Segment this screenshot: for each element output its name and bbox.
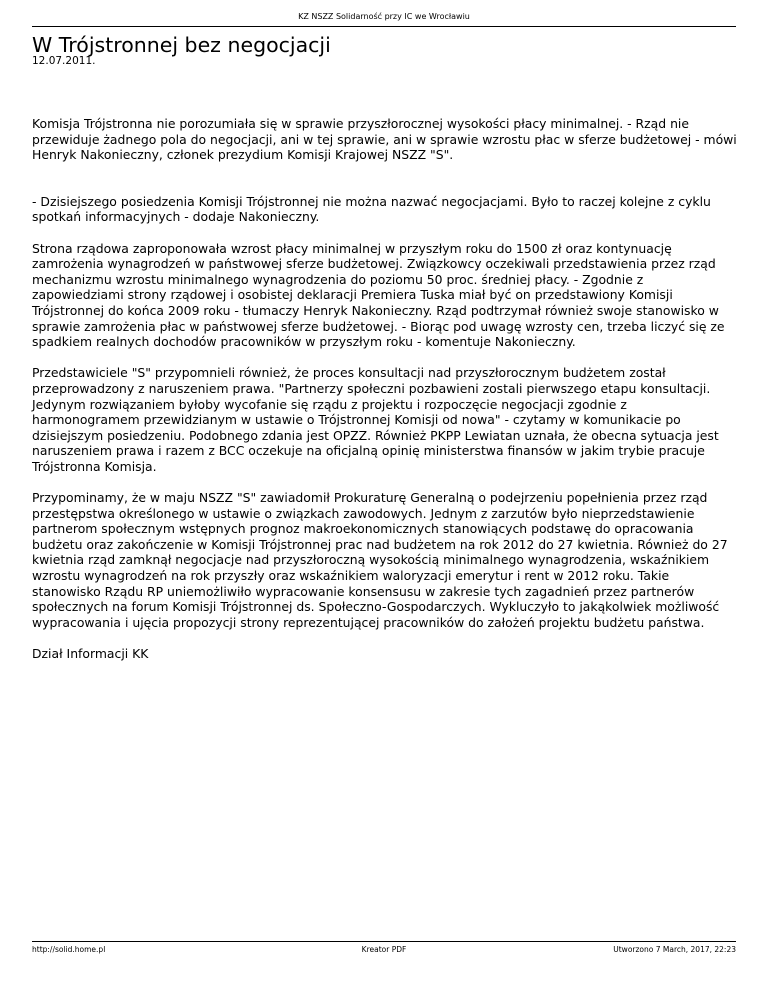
article-paragraph-consultation: Przedstawiciele "S" przypomnieli również, że proces konsultacji nad przyszłorocznym budżetem został przeprowadzony z naruszeniem prawa. "Partnerzy społeczni pozbawieni zostali pierwszego etapu konsultacji. Jedynym rozwiązaniem byłoby wycofanie się rządu z projektu i rozpoczęcie negocjacji zgodnie z harmonogramem przewidzianym w ustawie o Trójstronnej Komisji od nowa" - czytamy w komunikacie po dzisiejszym posiedzeniu. Podobnego zdania jest OPZZ. Również PKPP Lewiatan uznała, że obecna sytuacja jest naruszeniem prawa i razem z BCC oczekuje na oficjalną opinię ministerstwa finansów w jakim trybie pracuje Trójstronna Komisja.	[32, 365, 719, 474]
page-header	[32, 12, 736, 27]
footer-generator: Kreator PDF	[361, 945, 407, 954]
article-paragraph-lead: Komisja Trójstronna nie porozumiała się w sprawie przyszłorocznej wysokości płacy minimalnej. - Rząd nie przewiduje żadnego pola do negocjacji, ani w tej sprawie, ani w sprawie wzrostu płac w sferze budżetowej - mówi Henryk Nakonieczny, członek prezydium Komisji Krajowej NSZZ "S".	[32, 116, 737, 163]
article-signature: Dział Informacji KK	[32, 646, 149, 661]
article-paragraph-government-proposal: Strona rządowa zaproponowała wzrost płacy minimalnej w przyszłym roku do 1500 zł oraz kontynuację zamrożenia wynagrodzeń w państwowej sferze budżetowej. Związkowcy oczekiwali przedstawienia przez rząd mechanizmu wzrostu minimalnego wynagrodzenia do poziomu 50 proc. średniej płacy. - Zgodnie z zapowiedziami strony rządowej i osobistej deklaracji Premiera Tuska miał być on przedstawiony Komisji Trójstronnej do końca 2009 roku - tłumaczy Henryk Nakonieczny. Rząd podtrzymał również swoje stanowisko w sprawie zamrożenia płac w państwowej sferze budżetowej. - Biorąc pod uwagę wzrosty cen, trzeba liczyć się ze spadkiem realnych dochodów pracowników w przyszłym roku - komentuje Nakonieczny.	[32, 240, 725, 350]
header-source: KZ NSZZ Solidarność przy IC we Wrocławiu	[298, 12, 470, 21]
article-body	[32, 116, 738, 662]
article-paragraph-prosecutor: Przypominamy, że w maju NSZZ "S" zawiadomił Prokuraturę Generalną o podejrzeniu popełnienia przez rząd przestępstwa określonego w ustawie o związkach zawodowych. Jednym z zarzutów było nieprzedstawienie partnerom społecznym wstępnych prognoz makroekonomicznych stanowiących podstawę do opracowania budżetu oraz zakończenie w Komisji Trójstronnej prac nad budżetem na rok 2012 do 27 kwietnia. Również do 27 kwietnia rząd zamknął negocjacje nad przyszłoroczną wysokością minimalnego wynagrodzenia, wskaźnikiem wzrostu wynagrodzeń na rok przyszły oraz wskaźnikiem waloryzacji emerytur i rent w 2012 roku. Takie stanowisko Rządu RP uniemożliwiło wypracowanie konsensusu w zakresie tych zagadnień przez partnerów społecznych na forum Komisji Trójstronnej ds. Społeczno-Gospodarczych. Wykluczyło to jakąkolwiek możliwość wypracowania i ujęcia propozycji strony reprezentującej pracowników do założeń projektu budżetu państwa.	[32, 490, 728, 630]
footer-url: http://solid.home.pl	[32, 945, 106, 954]
article-paragraph-quote: - Dzisiejszego posiedzenia Komisji Trójstronnej nie można nazwać negocjacjami. Było to raczej kolejne z cyklu spotkań informacyjnych - dodaje Nakonieczny.	[32, 193, 711, 225]
footer-created: Utworzono 7 March, 2017, 22:23	[613, 945, 736, 954]
article-date: 12.07.2011.	[32, 55, 96, 67]
article-title: W Trójstronnej bez negocjacji	[32, 33, 331, 57]
page-footer	[32, 941, 736, 955]
